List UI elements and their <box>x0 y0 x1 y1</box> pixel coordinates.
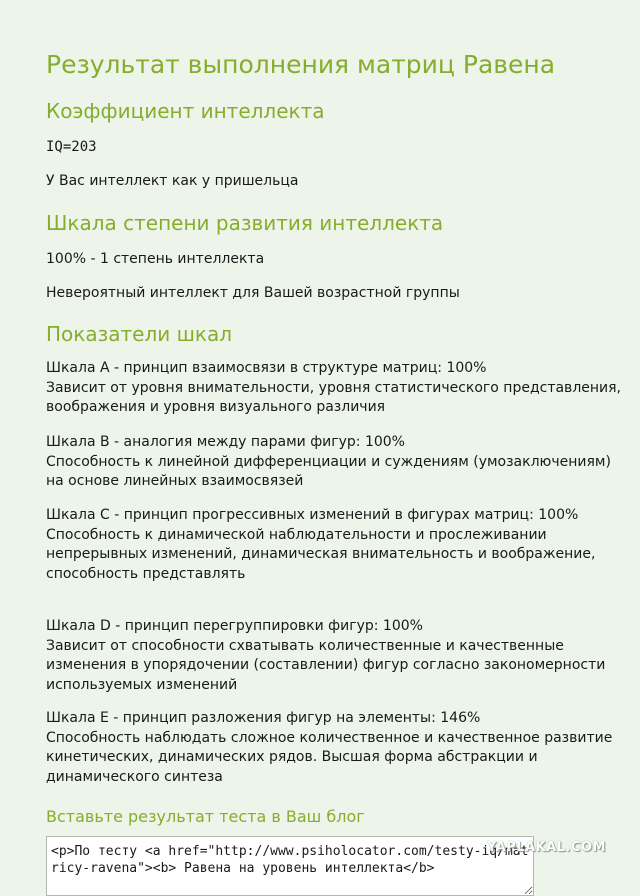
scale-b-title: Шкала B - аналогия между парами фигур: 100% <box>46 434 405 450</box>
scale-e-title: Шкала E - принцип разложения фигур на элементы: 146% <box>46 710 481 726</box>
iq-comment: У Вас интеллект как у пришельца <box>46 173 299 189</box>
iq-value: IQ=203 <box>46 139 97 155</box>
scale-e-description: Способность наблюдать сложное количественное и качественное развитие кинетических, динамических рядов. Высшая форма абстракции и динамического синтеза <box>46 729 613 785</box>
embed-code-textarea[interactable] <box>46 836 534 896</box>
iq-heading: Коэффициент интеллекта <box>46 99 325 123</box>
scale-d <box>46 617 621 695</box>
scale-c-description: Способность к динамической наблюдательности и прослеживании непрерывных изменений, динамическая внимательность и воображение, способность представлять <box>46 526 596 582</box>
level-value: 100% - 1 степень интеллекта <box>46 251 265 267</box>
scale-d-description: Зависит от способности схватывать количественные и качественные изменения в упорядочении (составлении) фигур согласно закономерности используемых изменений <box>46 637 606 693</box>
scale-a-title: Шкала A - принцип взаимосвязи в структуре матриц: 100% <box>46 360 487 376</box>
level-heading: Шкала степени развития интеллекта <box>46 211 444 235</box>
scale-b <box>46 433 621 492</box>
page-title: Результат выполнения матриц Равена <box>46 50 556 79</box>
scales-heading: Показатели шкал <box>46 322 233 346</box>
scale-c-title: Шкала C - принцип прогрессивных изменений в фигурах матриц: 100% <box>46 507 579 523</box>
scale-a-description: Зависит от уровня внимательности, уровня статистического представления, воображения и уровня визуального различия <box>46 379 621 415</box>
scale-e <box>46 709 621 787</box>
scale-b-description: Способность к линейной дифференциации и суждениям (умозаключениям) на основе линейных взаимосвязей <box>46 453 611 489</box>
scale-a <box>46 359 621 418</box>
embed-heading: Вставьте результат теста в Ваш блог <box>46 807 365 826</box>
watermark-logo: YAPLAKAL.COM <box>487 840 606 855</box>
scale-d-title: Шкала D - принцип перегруппировки фигур: 100% <box>46 618 423 634</box>
scale-c <box>46 506 621 584</box>
level-comment: Невероятный интеллект для Вашей возрастной группы <box>46 285 460 301</box>
